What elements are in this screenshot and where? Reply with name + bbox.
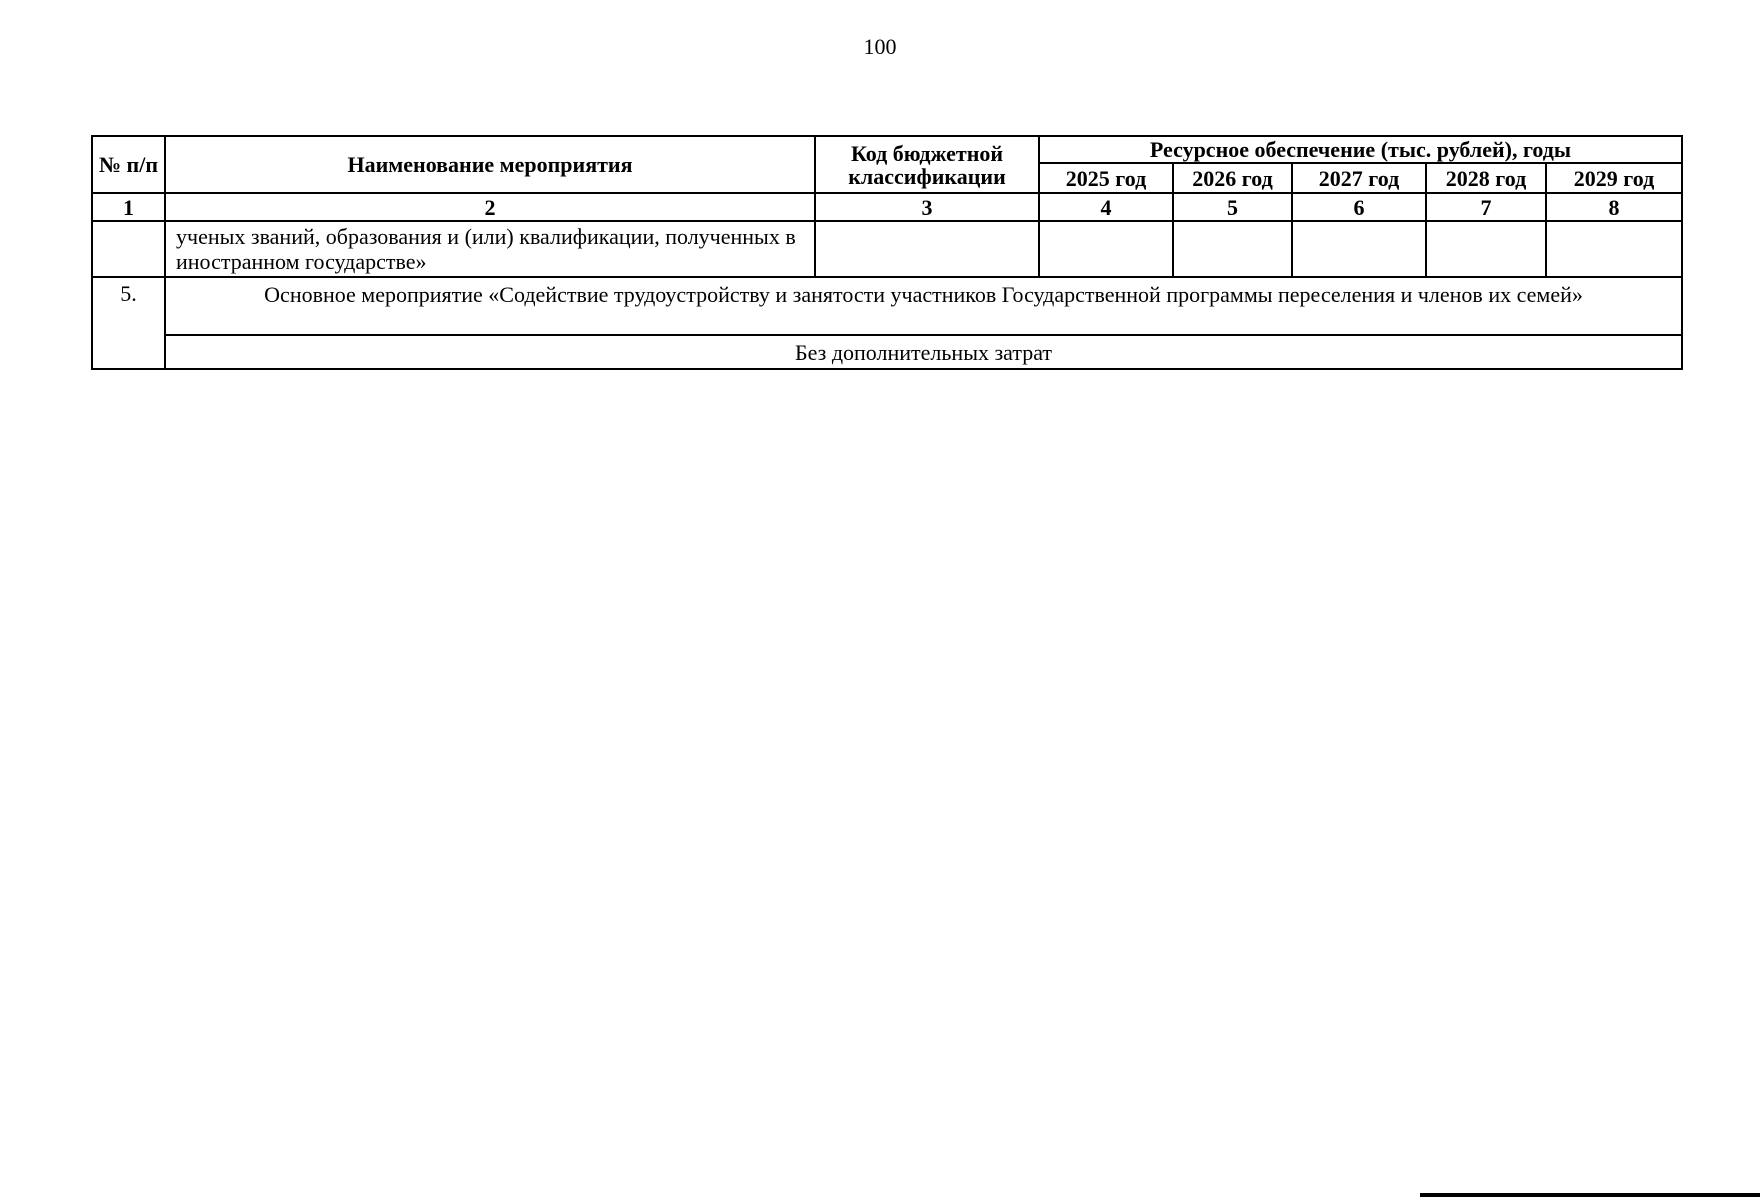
column-index: 6 [1292, 193, 1426, 221]
header-year-2026: 2026 год [1173, 163, 1292, 193]
header-resources: Ресурсное обеспечение (тыс. рублей), годы [1039, 136, 1682, 163]
column-index: 4 [1039, 193, 1173, 221]
header-year-2029: 2029 год [1546, 163, 1682, 193]
header-year-2027: 2027 год [1292, 163, 1426, 193]
item-5-title: Основное мероприятие «Содействие трудоустройству и занятости участников Государственной программы переселения и членов их семей» [165, 277, 1682, 335]
page-number: 100 [863, 34, 897, 59]
column-index: 5 [1173, 193, 1292, 221]
continuation-2029-cell [1546, 221, 1682, 277]
item-5-cost-row [92, 335, 1682, 369]
continuation-code-cell [815, 221, 1039, 277]
column-index: 8 [1546, 193, 1682, 221]
header-name: Наименование мероприятия [165, 136, 815, 193]
continuation-name: ученых званий, образования и (или) квалификации, полученных в иностранном государстве» [165, 221, 815, 277]
scan-edge-line [1420, 1193, 1760, 1197]
column-index: 2 [165, 193, 815, 221]
column-index-row [92, 193, 1682, 221]
continuation-2027-cell [1292, 221, 1426, 277]
header-year-2025: 2025 год [1039, 163, 1173, 193]
continuation-2025-cell [1039, 221, 1173, 277]
item-5-cost-note: Без дополнительных затрат [165, 335, 1682, 369]
header-code: Код бюджетной классификации [815, 136, 1039, 193]
continuation-row [92, 221, 1682, 277]
continuation-num-cell [92, 221, 165, 277]
item-5-row [92, 277, 1682, 335]
item-5-num: 5. [92, 277, 165, 369]
column-index: 3 [815, 193, 1039, 221]
header-year-2028: 2028 год [1426, 163, 1546, 193]
continuation-2026-cell [1173, 221, 1292, 277]
header-num: № п/п [92, 136, 165, 193]
column-index: 1 [92, 193, 165, 221]
header-row-1 [92, 136, 1682, 163]
column-index: 7 [1426, 193, 1546, 221]
continuation-2028-cell [1426, 221, 1546, 277]
budget-table [91, 135, 1683, 370]
